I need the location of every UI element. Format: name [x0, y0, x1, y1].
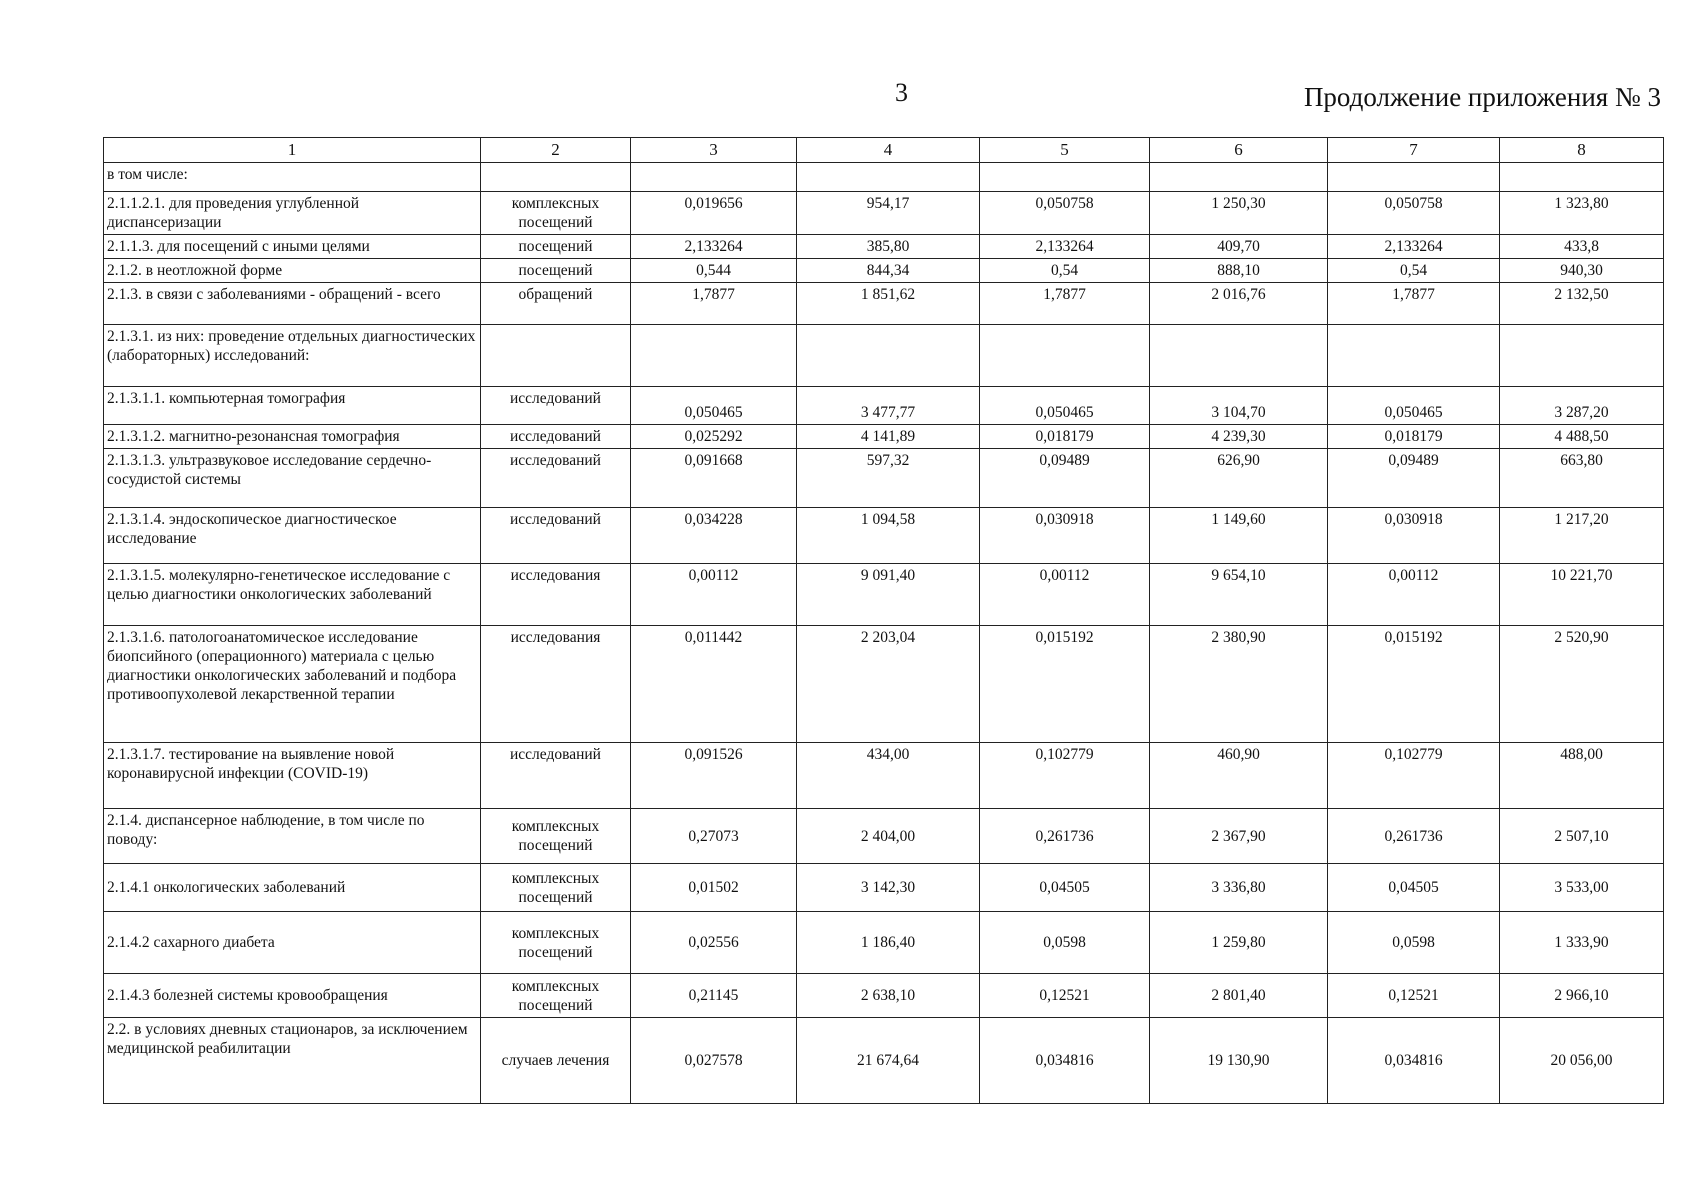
table-row [104, 1018, 1664, 1104]
unit-cell: случаев лечения [481, 1018, 631, 1104]
table-row [104, 449, 1664, 508]
unit-cell: исследований [481, 387, 631, 425]
value-cell: 0,091668 [631, 449, 797, 508]
row-label: 2.1.3.1.7. тестирование на выявление новой коронавирусной инфекции (COVID-19) [104, 743, 481, 809]
value-cell: 4 488,50 [1500, 425, 1664, 449]
value-cell [1500, 325, 1664, 387]
unit-cell [481, 163, 631, 192]
value-cell: 460,90 [1150, 743, 1328, 809]
row-label: 2.1.3. в связи с заболеваниями - обращений - всего [104, 283, 481, 325]
value-cell: 0,050465 [1328, 387, 1500, 425]
value-cell: 0,091526 [631, 743, 797, 809]
value-cell: 434,00 [797, 743, 980, 809]
unit-cell: исследований [481, 508, 631, 564]
column-header: 5 [980, 138, 1150, 163]
value-cell: 1 851,62 [797, 283, 980, 325]
row-label: 2.1.4.2 сахарного диабета [104, 912, 481, 974]
value-cell: 1 217,20 [1500, 508, 1664, 564]
value-cell: 626,90 [1150, 449, 1328, 508]
value-cell: 0,54 [1328, 259, 1500, 283]
value-cell: 2,133264 [631, 235, 797, 259]
value-cell: 0,050758 [980, 192, 1150, 235]
value-cell: 0,27073 [631, 809, 797, 864]
value-cell [631, 325, 797, 387]
row-label: 2.1.3.1.6. патологоанатомическое исследование биопсийного (операционного) материала с целью диагностики онкологических заболеваний и подбора противоопухолевой лекарственной терапии [104, 626, 481, 743]
value-cell: 0,018179 [980, 425, 1150, 449]
table-row [104, 163, 1664, 192]
value-cell: 2,133264 [980, 235, 1150, 259]
value-cell: 2 507,10 [1500, 809, 1664, 864]
value-cell: 0,015192 [980, 626, 1150, 743]
value-cell: 0,09489 [1328, 449, 1500, 508]
value-cell: 3 104,70 [1150, 387, 1328, 425]
unit-cell: исследований [481, 425, 631, 449]
value-cell: 2 132,50 [1500, 283, 1664, 325]
table-row [104, 809, 1664, 864]
table-row [104, 508, 1664, 564]
unit-cell: комплексных посещений [481, 974, 631, 1018]
value-cell: 0,030918 [980, 508, 1150, 564]
unit-cell: обращений [481, 283, 631, 325]
value-cell: 0,050465 [631, 387, 797, 425]
value-cell: 20 056,00 [1500, 1018, 1664, 1104]
value-cell: 2 520,90 [1500, 626, 1664, 743]
value-cell: 954,17 [797, 192, 980, 235]
table-row [104, 564, 1664, 626]
value-cell: 0,00112 [631, 564, 797, 626]
value-cell: 0,04505 [980, 864, 1150, 912]
row-label: 2.1.4.1 онкологических заболеваний [104, 864, 481, 912]
value-cell [980, 163, 1150, 192]
value-cell: 0,0598 [1328, 912, 1500, 974]
column-header: 3 [631, 138, 797, 163]
unit-cell: исследования [481, 626, 631, 743]
value-cell: 9 654,10 [1150, 564, 1328, 626]
value-cell: 1 323,80 [1500, 192, 1664, 235]
value-cell: 21 674,64 [797, 1018, 980, 1104]
value-cell: 2 203,04 [797, 626, 980, 743]
value-cell [1328, 325, 1500, 387]
value-cell: 0,102779 [1328, 743, 1500, 809]
column-header: 4 [797, 138, 980, 163]
unit-cell: комплексных посещений [481, 192, 631, 235]
value-cell: 19 130,90 [1150, 1018, 1328, 1104]
row-label: 2.1.4. диспансерное наблюдение, в том числе по поводу: [104, 809, 481, 864]
data-table [103, 137, 1664, 1104]
value-cell: 2 367,90 [1150, 809, 1328, 864]
value-cell: 0,019656 [631, 192, 797, 235]
value-cell: 844,34 [797, 259, 980, 283]
value-cell: 3 336,80 [1150, 864, 1328, 912]
unit-cell: комплексных посещений [481, 809, 631, 864]
column-header: 8 [1500, 138, 1664, 163]
value-cell: 2 016,76 [1150, 283, 1328, 325]
table-row [104, 192, 1664, 235]
value-cell: 3 142,30 [797, 864, 980, 912]
column-header: 7 [1328, 138, 1500, 163]
value-cell: 2 638,10 [797, 974, 980, 1018]
value-cell: 1 149,60 [1150, 508, 1328, 564]
unit-cell: исследований [481, 743, 631, 809]
value-cell [980, 325, 1150, 387]
row-label: 2.1.3.1.1. компьютерная томография [104, 387, 481, 425]
column-header: 6 [1150, 138, 1328, 163]
column-header: 1 [104, 138, 481, 163]
unit-cell: комплексных посещений [481, 912, 631, 974]
value-cell: 0,00112 [980, 564, 1150, 626]
column-header: 2 [481, 138, 631, 163]
value-cell: 9 091,40 [797, 564, 980, 626]
value-cell: 1 094,58 [797, 508, 980, 564]
value-cell: 0,011442 [631, 626, 797, 743]
value-cell: 0,018179 [1328, 425, 1500, 449]
page-number: 3 [895, 78, 908, 107]
table-row [104, 425, 1664, 449]
value-cell: 0,01502 [631, 864, 797, 912]
value-cell: 385,80 [797, 235, 980, 259]
value-cell: 0,050465 [980, 387, 1150, 425]
table-row [104, 626, 1664, 743]
unit-cell: исследования [481, 564, 631, 626]
value-cell: 940,30 [1500, 259, 1664, 283]
row-label: 2.1.2. в неотложной форме [104, 259, 481, 283]
row-label: 2.1.3.1.3. ультразвуковое исследование сердечно-сосудистой системы [104, 449, 481, 508]
value-cell: 0,544 [631, 259, 797, 283]
value-cell: 0,034816 [980, 1018, 1150, 1104]
value-cell: 433,8 [1500, 235, 1664, 259]
value-cell: 0,02556 [631, 912, 797, 974]
table-row [104, 259, 1664, 283]
value-cell: 0,034816 [1328, 1018, 1500, 1104]
table-row [104, 864, 1664, 912]
value-cell: 2 404,00 [797, 809, 980, 864]
unit-cell: посещений [481, 235, 631, 259]
value-cell: 2 801,40 [1150, 974, 1328, 1018]
value-cell: 10 221,70 [1500, 564, 1664, 626]
value-cell: 2,133264 [1328, 235, 1500, 259]
value-cell: 0,261736 [1328, 809, 1500, 864]
value-cell: 3 287,20 [1500, 387, 1664, 425]
value-cell: 0,102779 [980, 743, 1150, 809]
value-cell: 2 380,90 [1150, 626, 1328, 743]
value-cell: 0,12521 [1328, 974, 1500, 1018]
value-cell: 888,10 [1150, 259, 1328, 283]
row-label: 2.1.3.1.5. молекулярно-генетическое исследование с целью диагностики онкологических заболеваний [104, 564, 481, 626]
row-label: 2.1.3.1. из них: проведение отдельных диагностических (лабораторных) исследований: [104, 325, 481, 387]
unit-cell: комплексных посещений [481, 864, 631, 912]
value-cell [797, 163, 980, 192]
unit-cell: исследований [481, 449, 631, 508]
value-cell: 1,7877 [980, 283, 1150, 325]
table-row [104, 325, 1664, 387]
value-cell: 0,04505 [1328, 864, 1500, 912]
value-cell: 0,034228 [631, 508, 797, 564]
table-row [104, 743, 1664, 809]
row-label: 2.1.3.1.2. магнитно-резонансная томография [104, 425, 481, 449]
row-label: в том числе: [104, 163, 481, 192]
value-cell: 0,261736 [980, 809, 1150, 864]
value-cell: 1 259,80 [1150, 912, 1328, 974]
header-row [104, 138, 1664, 163]
unit-cell [481, 325, 631, 387]
value-cell: 0,027578 [631, 1018, 797, 1104]
value-cell: 2 966,10 [1500, 974, 1664, 1018]
table-row [104, 235, 1664, 259]
value-cell [1328, 163, 1500, 192]
value-cell: 0,21145 [631, 974, 797, 1018]
value-cell [631, 163, 797, 192]
table-row [104, 283, 1664, 325]
value-cell: 0,050758 [1328, 192, 1500, 235]
value-cell: 1,7877 [1328, 283, 1500, 325]
value-cell: 4 141,89 [797, 425, 980, 449]
row-label: 2.1.4.3 болезней системы кровообращения [104, 974, 481, 1018]
row-label: 2.1.3.1.4. эндоскопическое диагностическое исследование [104, 508, 481, 564]
value-cell [1150, 325, 1328, 387]
table-row [104, 912, 1664, 974]
value-cell: 1 333,90 [1500, 912, 1664, 974]
continuation-title: Продолжение приложения № 3 [1303, 82, 1661, 112]
table-row [104, 974, 1664, 1018]
value-cell: 3 477,77 [797, 387, 980, 425]
row-label: 2.1.1.3. для посещений с иными целями [104, 235, 481, 259]
value-cell [1150, 163, 1328, 192]
value-cell: 597,32 [797, 449, 980, 508]
row-label: 2.2. в условиях дневных стационаров, за исключением медицинской реабилитации [104, 1018, 481, 1104]
value-cell: 0,09489 [980, 449, 1150, 508]
value-cell: 0,015192 [1328, 626, 1500, 743]
value-cell: 663,80 [1500, 449, 1664, 508]
value-cell: 0,12521 [980, 974, 1150, 1018]
value-cell: 409,70 [1150, 235, 1328, 259]
value-cell: 0,0598 [980, 912, 1150, 974]
value-cell: 1,7877 [631, 283, 797, 325]
value-cell [1500, 163, 1664, 192]
value-cell: 488,00 [1500, 743, 1664, 809]
value-cell: 0,00112 [1328, 564, 1500, 626]
value-cell [797, 325, 980, 387]
value-cell: 3 533,00 [1500, 864, 1664, 912]
value-cell: 4 239,30 [1150, 425, 1328, 449]
row-label: 2.1.1.2.1. для проведения углубленной диспансеризации [104, 192, 481, 235]
table-row [104, 387, 1664, 425]
value-cell: 1 186,40 [797, 912, 980, 974]
value-cell: 0,54 [980, 259, 1150, 283]
value-cell: 1 250,30 [1150, 192, 1328, 235]
value-cell: 0,025292 [631, 425, 797, 449]
unit-cell: посещений [481, 259, 631, 283]
value-cell: 0,030918 [1328, 508, 1500, 564]
